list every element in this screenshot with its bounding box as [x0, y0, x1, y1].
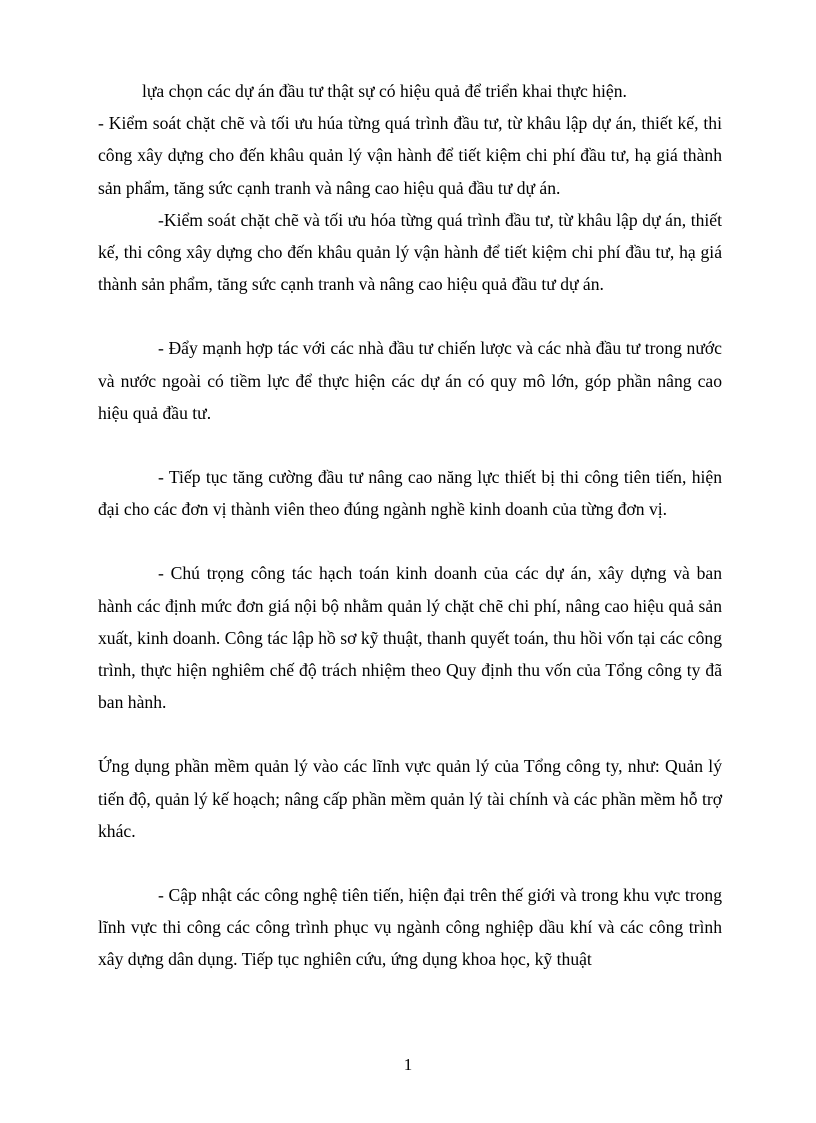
page-number: 1 — [403, 1055, 413, 1074]
paragraph-cost-control-repeat: -Kiểm soát chặt chẽ và tối ưu hóa từng quá trình đầu tư, từ khâu lập dự án, thiết kế, thi công xây dựng cho đến khâu quản lý vận hành để tiết kiệm chi phí đầu tư, hạ giá thành sản phẩm, tăng sức cạnh tranh và nâng cao hiệu quả đầu tư dự án. — [98, 209, 722, 295]
paragraph-software: Ứng dụng phần mềm quản lý vào các lĩnh vực quản lý của Tổng công ty, như: Quản lý tiến độ, quản lý kế hoạch; nâng cấp phần mềm quản lý tài chính và các phần mềm hỗ trợ khác. — [98, 756, 722, 841]
document-body — [98, 75, 722, 976]
paragraph-technology: - Cập nhật các công nghệ tiên tiến, hiện đại trên thế giới và trong khu vực trong lĩnh vực thi công các công trình phục vụ ngành công nghiệp dầu khí và các công trình xây dựng dân dụng. Tiếp tục nghiên cứu, ứng dụng khoa học, kỹ thuật — [98, 885, 722, 970]
paragraph-continuation: lựa chọn các dự án đầu tư thật sự có hiệu quả để triển khai thực hiện. — [142, 81, 627, 101]
paragraph-equipment: - Tiếp tục tăng cường đầu tư nâng cao năng lực thiết bị thi công tiên tiến, hiện đại cho các đơn vị thành viên theo đúng ngành nghề kinh doanh của từng đơn vị. — [98, 467, 722, 520]
paragraph-cost-control: - Kiểm soát chặt chẽ và tối ưu húa từng quá trình đầu tư, từ khâu lập dự án, thiết kế, thi công xây dựng cho đến khâu quản lý vận hành để tiết kiệm chi phí đầu tư, hạ giá thành sản phẩm, tăng sức cạnh tranh và nâng cao hiệu quả đầu tư dự án. — [98, 113, 722, 198]
paragraph-accounting: - Chú trọng công tác hạch toán kinh doanh của các dự án, xây dựng và ban hành các định mức đơn giá nội bộ nhằm quản lý chặt chẽ chi phí, nâng cao hiệu quả sản xuất, kinh doanh. Công tác lập hồ sơ kỹ thuật, thanh quyết toán, thu hồi vốn tại các công trình, thực hiện nghiêm chế độ trách nhiệm theo Quy định thu vốn của Tổng công ty đã ban hành. — [98, 563, 722, 713]
paragraph-cooperation: - Đẩy mạnh hợp tác với các nhà đầu tư chiến lược và các nhà đầu tư trong nước và nước ngoài có tiềm lực để thực hiện các dự án có quy mô lớn, góp phần nâng cao hiệu quả đầu tư. — [98, 338, 722, 423]
